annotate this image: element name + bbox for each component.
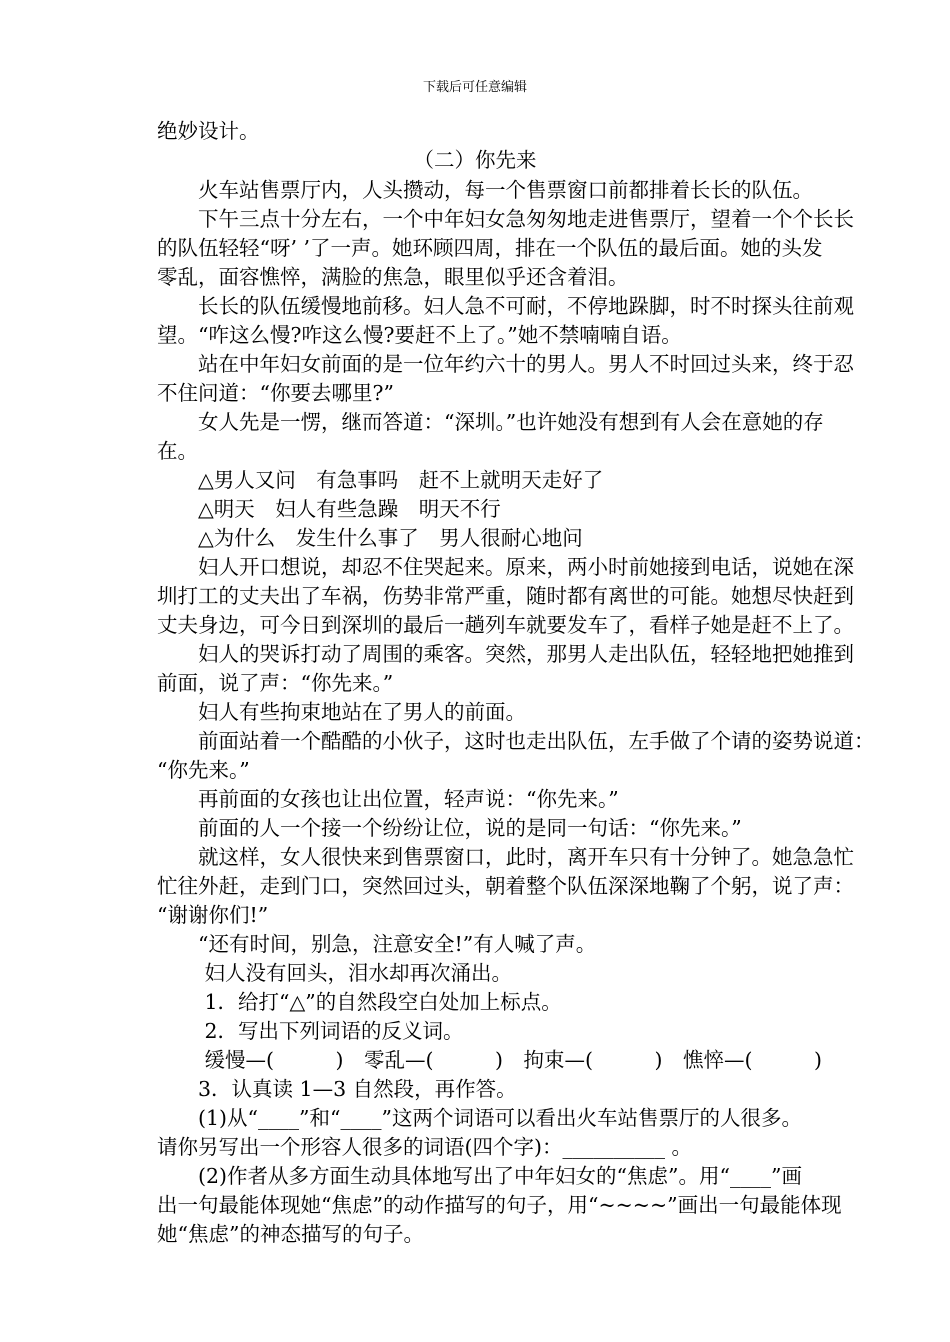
question-3: 3．认真读 1—3 自然段，再作答。 — [157, 1077, 517, 1101]
text-line: 在。 — [157, 439, 198, 463]
text-line: 零乱，面容憔悴，满脸的焦急，眼里似乎还含着泪。 — [157, 265, 629, 289]
text-line: 望。“咋这么慢?咋这么慢?要赶不上了。”她不禁喃喃自语。 — [157, 323, 682, 347]
question-1: 1．给打“△”的自然段空白处加上标点。 — [157, 990, 562, 1014]
text-line: 绝妙设计。 — [157, 119, 260, 143]
text-line: 妇人的哭诉打动了周围的乘客。突然，那男人走出队伍，轻轻地把她推到 — [157, 642, 854, 666]
text-line: △明天 妇人有些急躁 明天不行 — [157, 497, 501, 521]
text-line: 再前面的女孩也让出位置，轻声说：“你先来。” — [157, 787, 619, 811]
text-line: 下午三点十分左右，一个中年妇女急匆匆地走进售票厅，望着一个个长长 — [157, 207, 854, 231]
text-line: 出一句最能体现她“焦虑”的动作描写的句子，用“~~~~”画出一句最能体现 — [157, 1193, 842, 1217]
text-line: “还有时间，别急，注意安全!”有人喊了声。 — [157, 932, 597, 956]
text-line: 火车站售票厅内，人头攒动，每一个售票窗口前都排着长长的队伍。 — [157, 178, 813, 202]
text-line: 长长的队伍缓慢地前移。妇人急不可耐，不停地跺脚，时不时探头往前观 — [157, 294, 854, 318]
question-3-2: (2)作者从多方面生动具体地写出了中年妇女的“焦虑”。用“____”画 — [157, 1164, 802, 1188]
question-3-1: (1)从“____”和“____”这两个词语可以看出火车站售票厅的人很多。 — [157, 1106, 802, 1130]
text-line: 丈夫身边，可今日到深圳的最后一趟列车就要发车了，看样子她是赶不上了。 — [157, 613, 854, 637]
text-line: 圳打工的丈夫出了车祸，伤势非常严重，随时都有离世的可能。她想尽快赶到 — [157, 584, 854, 608]
text-line: 前面的人一个接一个纷纷让位，说的是同一句话：“你先来。” — [157, 816, 742, 840]
text-line: 站在中年妇女前面的是一位年约六十的男人。男人不时回过头来，终于忍 — [157, 352, 854, 376]
text-line: 就这样，女人很快来到售票窗口，此时，离开车只有十分钟了。她急急忙 — [157, 845, 854, 869]
section-title: （二）你先来 — [413, 148, 537, 172]
text-line: △为什么 发生什么事了 男人很耐心地问 — [157, 526, 583, 550]
antonym-blanks: 缓慢—( ) 零乱—( ) 拘束—( ) 憔悴—( ) — [157, 1048, 822, 1072]
text-line: 前面站着一个酷酷的小伙子，这时也走出队伍，左手做了个请的姿势说道： — [157, 729, 875, 753]
text-line: 妇人没有回头，泪水却再次涌出。 — [157, 961, 513, 985]
text-line: “谢谢你们!” — [157, 903, 269, 927]
text-line: 女人先是一愣，继而答道：“深圳。”也许她没有想到有人会在意她的存 — [157, 410, 824, 434]
text-line: △男人又问 有急事吗 赶不上就明天走好了 — [157, 468, 604, 492]
page-header: 下载后可任意编辑 — [422, 80, 527, 95]
text-line: 请你另写出一个形容人很多的词语(四个字)：__________ 。 — [157, 1135, 693, 1159]
question-2: 2．写出下列词语的反义词。 — [157, 1019, 464, 1043]
text-line: 忙往外赶，走到门口，突然回过头，朝着整个队伍深深地鞠了个躬，说了声： — [157, 874, 854, 898]
text-line: 妇人开口想说，却忍不住哭起来。原来，两小时前她接到电话，说她在深 — [157, 555, 854, 579]
text-line: 的队伍轻轻“呀’ ’了一声。她环顾四周，排在一个队伍的最后面。她的头发 — [157, 236, 823, 260]
text-line: 妇人有些拘束地站在了男人的前面。 — [157, 700, 526, 724]
text-line: “你先来。” — [157, 758, 250, 782]
text-line: 前面，说了声：“你先来。” — [157, 671, 394, 695]
text-line: 不住问道：“你要去哪里?” — [157, 381, 394, 405]
text-line: 她“焦虑”的神态描写的句子。 — [157, 1222, 424, 1246]
